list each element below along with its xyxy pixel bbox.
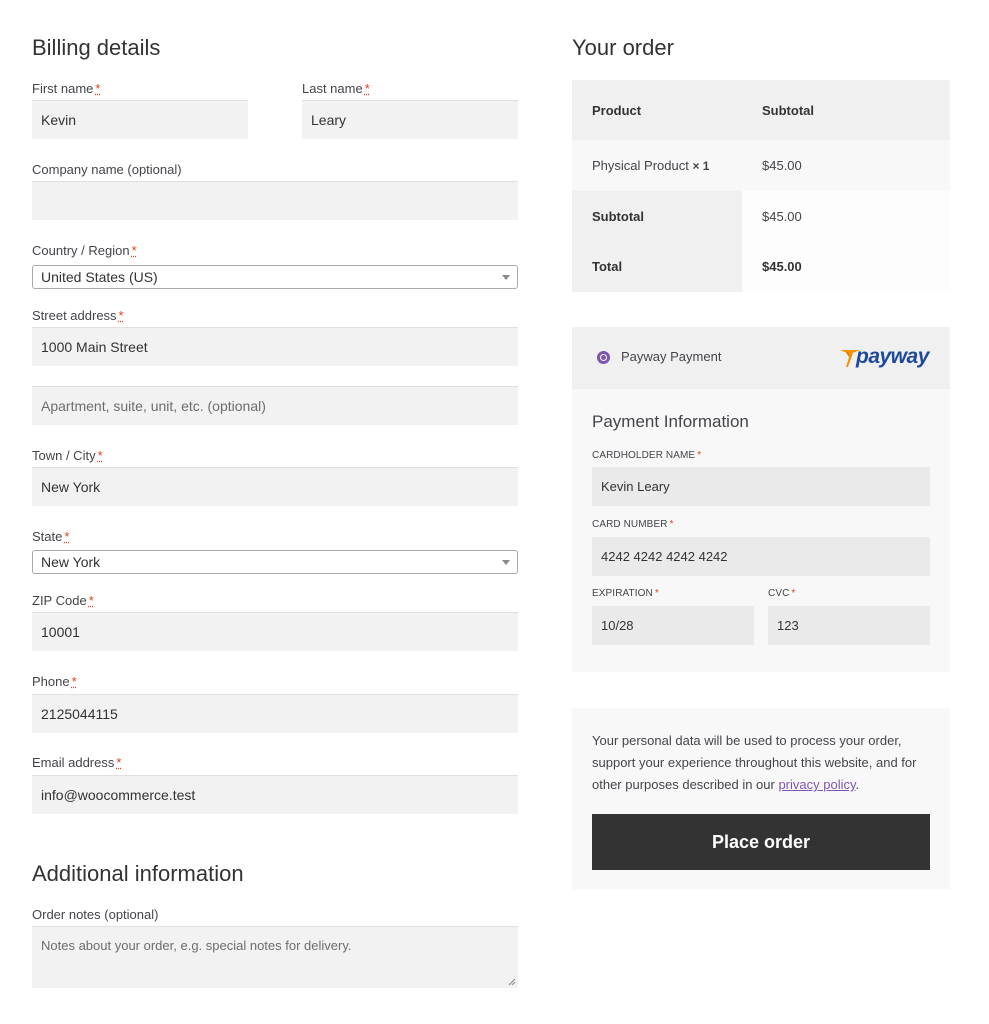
order-review-table bbox=[572, 80, 950, 292]
first-name-field[interactable]: Kevin bbox=[32, 100, 248, 139]
additional-info-heading: Additional information bbox=[32, 861, 244, 886]
payment-method-row[interactable] bbox=[572, 327, 950, 389]
expiration-label: EXPIRATION * bbox=[592, 588, 659, 599]
place-order-button[interactable]: Place order bbox=[592, 814, 930, 870]
city-label: Town / City * bbox=[32, 448, 103, 463]
state-select[interactable] bbox=[32, 550, 518, 574]
country-select[interactable] bbox=[32, 265, 518, 289]
phone-field[interactable]: 2125044115 bbox=[32, 694, 518, 733]
billing-heading: Billing details bbox=[32, 35, 161, 60]
country-label: Country / Region * bbox=[32, 243, 137, 258]
payment-info-heading: Payment Information bbox=[592, 412, 749, 431]
street-label: Street address * bbox=[32, 308, 124, 323]
cvc-field[interactable]: 123 bbox=[768, 606, 930, 645]
street-address-2-field[interactable]: Apartment, suite, unit, etc. (optional) bbox=[32, 386, 518, 425]
expiration-field[interactable]: 10/28 bbox=[592, 606, 754, 645]
total-label: Total bbox=[572, 241, 742, 292]
cardholder-label: CARDHOLDER NAME * bbox=[592, 450, 702, 461]
company-field[interactable] bbox=[32, 181, 518, 220]
place-order-box bbox=[572, 708, 950, 889]
order-item-price: $45.00 bbox=[742, 140, 950, 191]
payment-box bbox=[572, 327, 950, 672]
email-field[interactable]: info@woocommerce.test bbox=[32, 775, 518, 814]
order-notes-placeholder: Notes about your order, e.g. special notes for delivery. bbox=[41, 938, 352, 953]
state-label: State * bbox=[32, 529, 70, 544]
first-name-label: First name * bbox=[32, 81, 101, 96]
cvc-label: CVC * bbox=[768, 588, 796, 599]
company-label: Company name (optional) bbox=[32, 162, 182, 177]
product-column-header: Product bbox=[572, 80, 742, 140]
card-number-label: CARD NUMBER * bbox=[592, 519, 674, 530]
total-value: $45.00 bbox=[742, 241, 950, 292]
privacy-policy-link[interactable]: privacy policy bbox=[778, 777, 856, 792]
phone-label: Phone * bbox=[32, 674, 77, 689]
payment-method-label[interactable]: Payway Payment bbox=[621, 349, 722, 364]
country-value: United States (US) bbox=[41, 269, 158, 285]
state-value: New York bbox=[41, 554, 101, 570]
payway-logo-text: payway bbox=[856, 345, 929, 368]
order-notes-textarea[interactable] bbox=[32, 926, 518, 988]
email-label: Email address * bbox=[32, 755, 122, 770]
city-field[interactable]: New York bbox=[32, 467, 518, 506]
street-address-field[interactable]: 1000 Main Street bbox=[32, 327, 518, 366]
resize-handle-icon[interactable] bbox=[508, 978, 516, 986]
zip-field[interactable]: 10001 bbox=[32, 612, 518, 651]
last-name-field[interactable]: Leary bbox=[302, 100, 518, 139]
order-notes-label: Order notes (optional) bbox=[32, 907, 159, 922]
card-number-field[interactable]: 4242 4242 4242 4242 bbox=[592, 537, 930, 576]
dropdown-arrow-icon bbox=[502, 275, 510, 280]
zip-label: ZIP Code * bbox=[32, 593, 94, 608]
cardholder-field[interactable]: Kevin Leary bbox=[592, 467, 930, 506]
dropdown-arrow-icon bbox=[502, 560, 510, 565]
order-heading: Your order bbox=[572, 35, 674, 60]
order-item-name: Physical Product × 1 bbox=[572, 140, 742, 191]
privacy-notice: Your personal data will be used to process your order, support your experience throughout this website, and for other purposes described in our privacy policy. bbox=[592, 733, 917, 792]
subtotal-label: Subtotal bbox=[572, 191, 742, 241]
payway-logo bbox=[838, 345, 932, 371]
payment-method-radio[interactable] bbox=[597, 351, 610, 364]
last-name-label: Last name * bbox=[302, 81, 370, 96]
subtotal-value: $45.00 bbox=[742, 191, 950, 241]
subtotal-column-header: Subtotal bbox=[742, 80, 950, 140]
